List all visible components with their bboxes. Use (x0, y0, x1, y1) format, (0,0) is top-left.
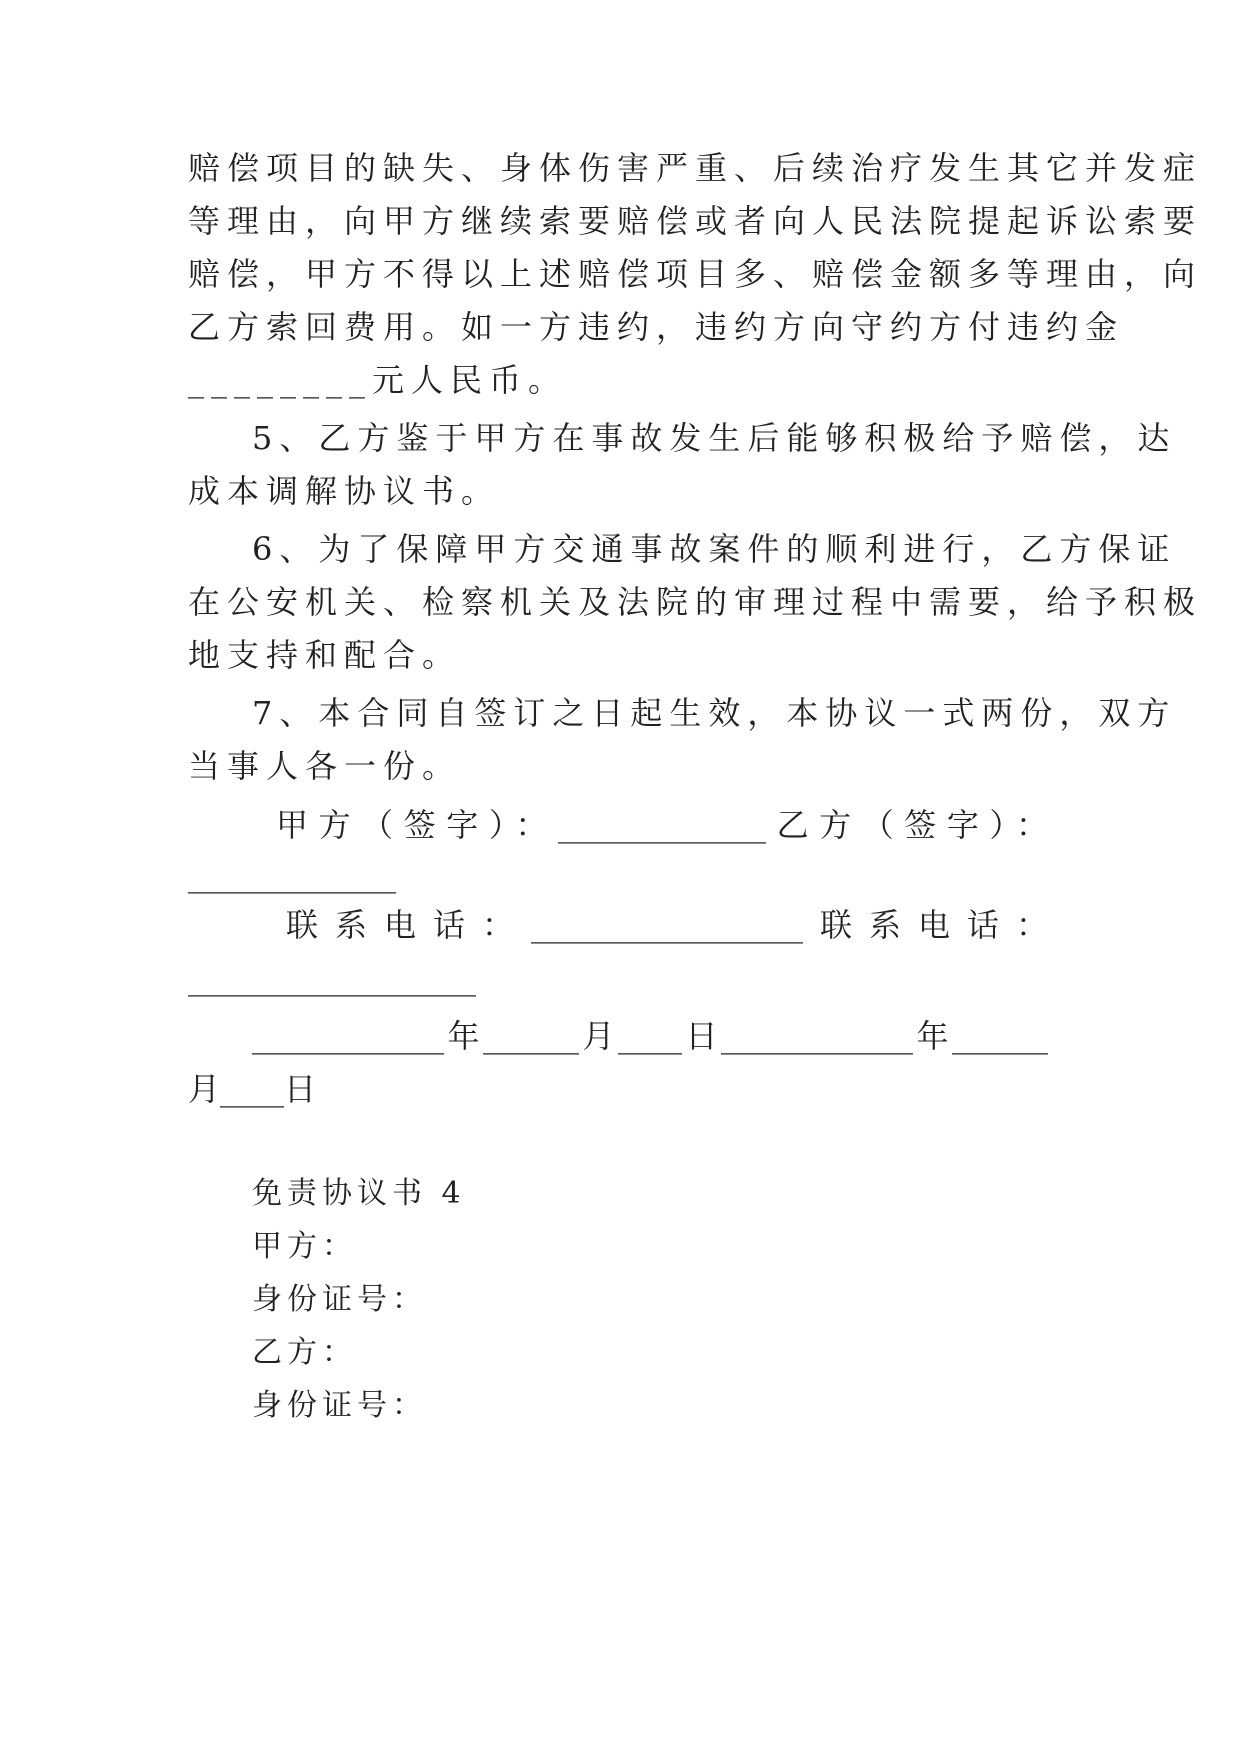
clause-5-cont: 成本调解协议书。 (188, 472, 501, 510)
body-text-line: 等理由，向甲方继续索要赔偿或者向人民法院提起诉讼索要 (188, 202, 1203, 240)
agreement-title: 免责协议书 4 (252, 1176, 466, 1211)
penalty-amount-line: ________元人民币。 (188, 361, 568, 399)
clause-6-cont: 在公安机关、检察机关及法院的审理过程中需要，给予积极 (188, 583, 1203, 621)
party-a-label: 甲方： (252, 1229, 357, 1264)
date-row-cont: 月____日 (188, 1070, 317, 1108)
date-row: ____________年______月____日____________年______ (252, 1017, 1048, 1055)
body-text-line: 赔偿项目的缺失、身体伤害严重、后续治疗发生其它并发症 (188, 149, 1203, 187)
party-a-id-label: 身份证号： (252, 1282, 427, 1317)
clause-7: 7、本合同自签订之日起生效，本协议一式两份，双方 (252, 694, 1177, 732)
clause-7-cont: 当事人各一份。 (188, 747, 462, 785)
party-b-label: 乙方： (252, 1335, 357, 1370)
clause-5: 5、乙方鉴于甲方在事故发生后能够积极给予赔偿，达 (252, 419, 1177, 457)
body-text-line: 赔偿，甲方不得以上述赔偿项目多、赔偿金额多等理由，向 (188, 255, 1203, 293)
clause-6-cont: 地支持和配合。 (188, 636, 462, 674)
phone-blank: __________________ (188, 959, 476, 997)
signature-row: 甲方（签字）：_____________乙方（签字）： (276, 806, 1048, 844)
phone-row: 联系电话：_________________联系电话： (286, 906, 1048, 944)
body-text-line: 乙方索回费用。如一方违约，违约方向守约方付违约金 (188, 308, 1125, 346)
party-b-id-label: 身份证号： (252, 1388, 427, 1423)
signature-blank: _____________ (188, 856, 396, 894)
clause-6: 6、为了保障甲方交通事故案件的顺利进行，乙方保证 (252, 530, 1177, 568)
